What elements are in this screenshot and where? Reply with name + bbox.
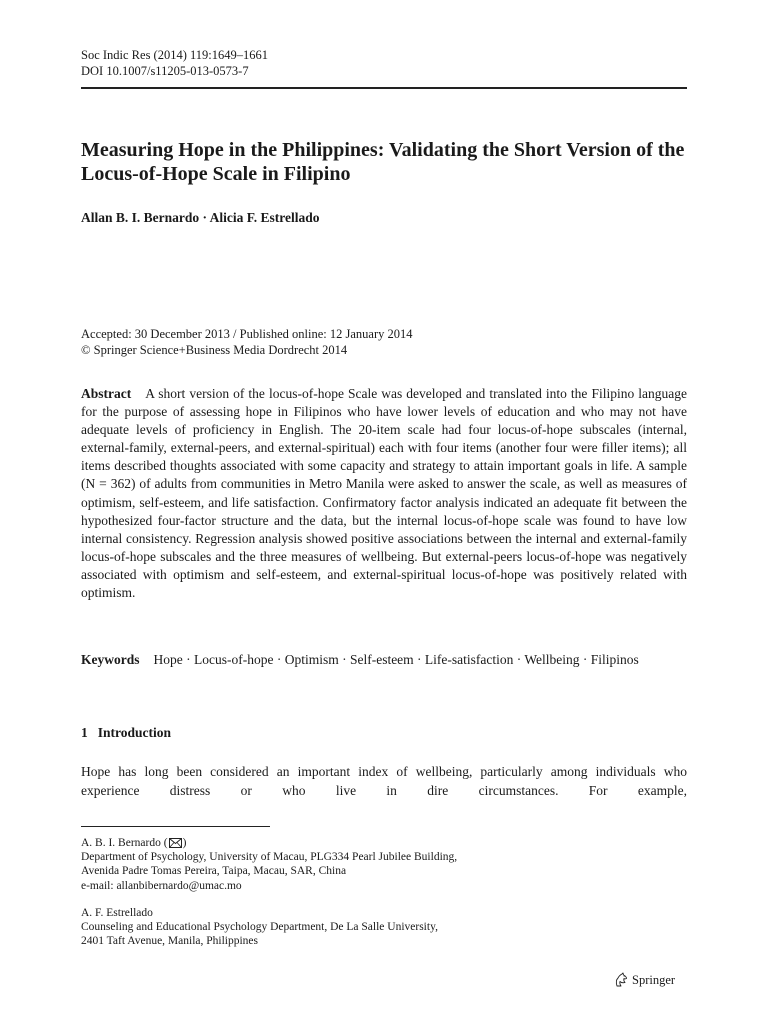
author-1-name: A. B. I. Bernardo ( xyxy=(81,837,168,849)
abstract-text: A short version of the locus-of-hope Scale was developed and translated into the Filipino language for the purpose of assessing hope in Filipinos who have lower levels of education and who may not have adequate levels of proficiency in English. The 20-item scale had four locus-of-hope subscales (internal, external-family, external-peers, and external-spiritual) each with four items (another four were filler items); all items described thoughts associated with some capacity and strategy to attain important goals in life. A sample (N = 362) of adults from communities in Metro Manila were asked to answer the scale, as well as measures of optimism, self-esteem, and life satisfaction. Confirmatory factor analysis indicated an adequate fit between the hypothesized four-factor structure and the data, but the internal locus-of-hope scale was found to have low internal consistency. Regression analysis showed positive associations between the internal and external-family locus-of-hope subscales and the three measures of wellbeing. But external-peers locus-of-hope was negatively associated with optimism and self-esteem, and external-spiritual locus-of-hope was positively related with optimism. xyxy=(81,386,687,601)
footnote-author-2-name: A. F. Estrellado xyxy=(81,907,153,919)
springer-horse-icon xyxy=(614,972,628,988)
journal-citation: Soc Indic Res (2014) 119:1649–1661 xyxy=(81,48,269,62)
journal-doi: DOI 10.1007/s11205-013-0573-7 xyxy=(81,64,249,78)
publication-dates xyxy=(81,326,413,358)
footnote-author-1-name xyxy=(81,836,457,850)
envelope-icon[interactable] xyxy=(169,838,182,848)
keywords-text: Hope · Locus-of-hope · Optimism · Self-esteem · Life-satisfaction · Wellbeing · Filipinos xyxy=(153,652,639,667)
author-list: Allan B. I. Bernardo · Alicia F. Estrellado xyxy=(81,210,320,225)
footnote-rule xyxy=(81,826,270,827)
publisher-logo xyxy=(614,972,675,988)
section-title: Introduction xyxy=(97,725,172,740)
section-number: 1 xyxy=(81,725,88,740)
paper-title: Measuring Hope in the Philippines: Validating the Short Version of the Locus-of-Hope Scale in Filipino xyxy=(81,139,685,185)
footnote-author-1-affiliation-1: Department of Psychology, University of Macau, PLG334 Pearl Jubilee Building, xyxy=(81,851,458,864)
footnote-author-2 xyxy=(81,906,438,949)
abstract-label: Abstract xyxy=(81,386,132,401)
footnote-author-1 xyxy=(81,836,457,893)
publisher-name: Springer xyxy=(632,972,676,987)
footnote-author-2-affiliation-1: Counseling and Educational Psychology Department, De La Salle University, xyxy=(81,921,438,934)
accepted-published-date: Accepted: 30 December 2013 / Published online: 12 January 2014 xyxy=(81,327,413,341)
abstract xyxy=(81,385,687,602)
author-1-name-suffix: ) xyxy=(182,837,187,849)
header-rule xyxy=(81,87,687,89)
footnote-author-1-affiliation-2: Avenida Padre Tomas Pereira, Taipa, Macau, SAR, China xyxy=(81,865,347,878)
journal-citation-block xyxy=(81,47,268,79)
keywords xyxy=(81,651,687,670)
keywords-label: Keywords xyxy=(81,652,140,667)
footnote-author-1-email[interactable]: e-mail: allanbibernardo@umac.mo xyxy=(81,879,242,892)
footnote-author-2-affiliation-2: 2401 Taft Avenue, Manila, Philippines xyxy=(81,935,258,948)
copyright-line: © Springer Science+Business Media Dordrecht 2014 xyxy=(81,343,348,357)
introduction-paragraph: Hope has long been considered an important index of wellbeing, particularly among individuals who experience distress or who live in dire circumstances. For example, xyxy=(81,764,687,798)
section-heading xyxy=(81,725,171,741)
